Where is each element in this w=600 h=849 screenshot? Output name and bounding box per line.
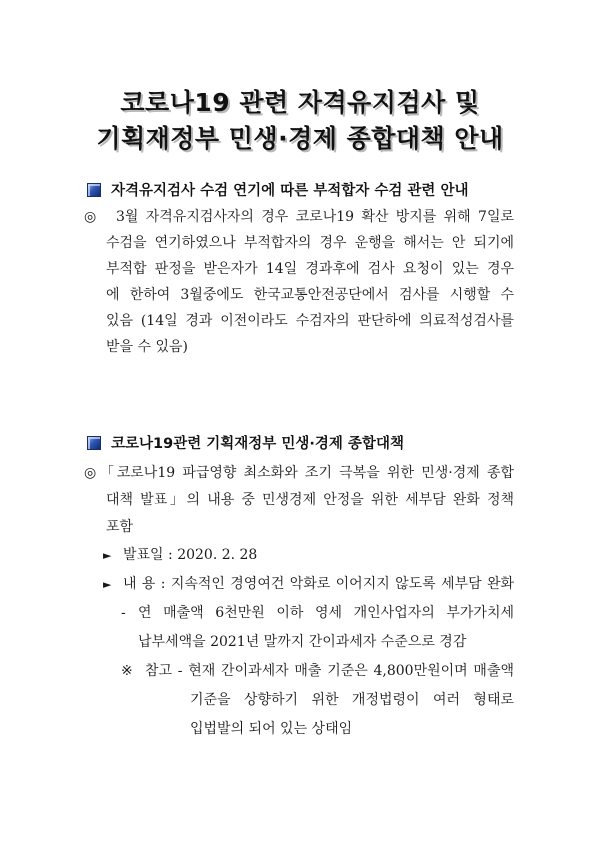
section-1-line-6: 받을 수 있음)	[106, 339, 188, 355]
note-line-3: 입법발의 되어 있는 상태임	[190, 721, 353, 737]
section-1-heading-text: 자격유지검사 수검 연기에 따른 부적합자 수검 관련 안내	[111, 183, 469, 199]
square-bullet-icon	[87, 436, 101, 450]
section-2-heading	[87, 432, 404, 453]
section-2-heading-text: 코로나19관련 기획재정부 민생·경제 종합대책	[111, 436, 404, 452]
arrow-bullet-icon: ►	[103, 549, 112, 562]
section-2-intro-line-3: 포함	[106, 519, 134, 535]
sub-item-line-1: 연 매출액 6천만원 이하 영세 개인사업자의 부가가치세	[138, 605, 514, 621]
announcement-date: 발표일 : 2020. 2. 28	[123, 547, 258, 563]
note-line-2: 기준을 상향하기 위한 개정법령이 여러 형태로	[190, 692, 514, 708]
dash-marker: -	[121, 605, 126, 621]
section-1-line-5: 있음 (14일 경과 이전이라도 수검자의 판단하에 의료적성검사를	[106, 313, 514, 329]
page-title-line-2: 기획재정부 민생·경제 종합대책 안내	[96, 124, 504, 153]
sub-item-line-2: 납부세액을 2021년 말까지 간이과세자 수준으로 경감	[138, 634, 467, 650]
double-circle-marker-icon: ◎	[84, 209, 97, 225]
arrow-bullet-icon: ►	[103, 578, 112, 591]
note-line-1: 참고 - 현재 간이과세자 매출 기준은 4,800만원이며 매출액	[145, 663, 514, 679]
section-2-intro-line-2: 대책 발표」의 내용 중 민생경제 안정을 위한 세부담 완화 정책	[106, 492, 514, 508]
square-bullet-icon	[87, 183, 101, 197]
content-line: 내 용 : 지속적인 경영여건 악화로 이어지지 않도록 세부담 완화	[123, 576, 514, 592]
reference-mark-icon: ※	[121, 663, 133, 679]
section-1-line-3: 부적합 판정을 받은자가 14일 경과후에 검사 요청이 있는 경우	[106, 261, 514, 277]
section-1-heading	[87, 179, 469, 200]
page-title-line-1: 코로나19 관련 자격유지검사 및	[120, 88, 480, 117]
double-circle-marker-icon: ◎	[84, 465, 97, 481]
section-1-line-4: 에 한하여 3월중에도 한국교통안전공단에서 검사를 시행할 수	[106, 287, 514, 303]
section-1-line-2: 수검을 연기하였으나 부적합자의 경우 운행을 해서는 안 되기에	[106, 235, 514, 251]
section-1-line-1: 3월 자격유지검사자의 경우 코로나19 확산 방지를 위해 7일로	[116, 209, 514, 225]
section-2-intro-line-1: 「코로나19 파급영향 최소화와 조기 극복을 위한 민생·경제 종합	[100, 465, 514, 481]
